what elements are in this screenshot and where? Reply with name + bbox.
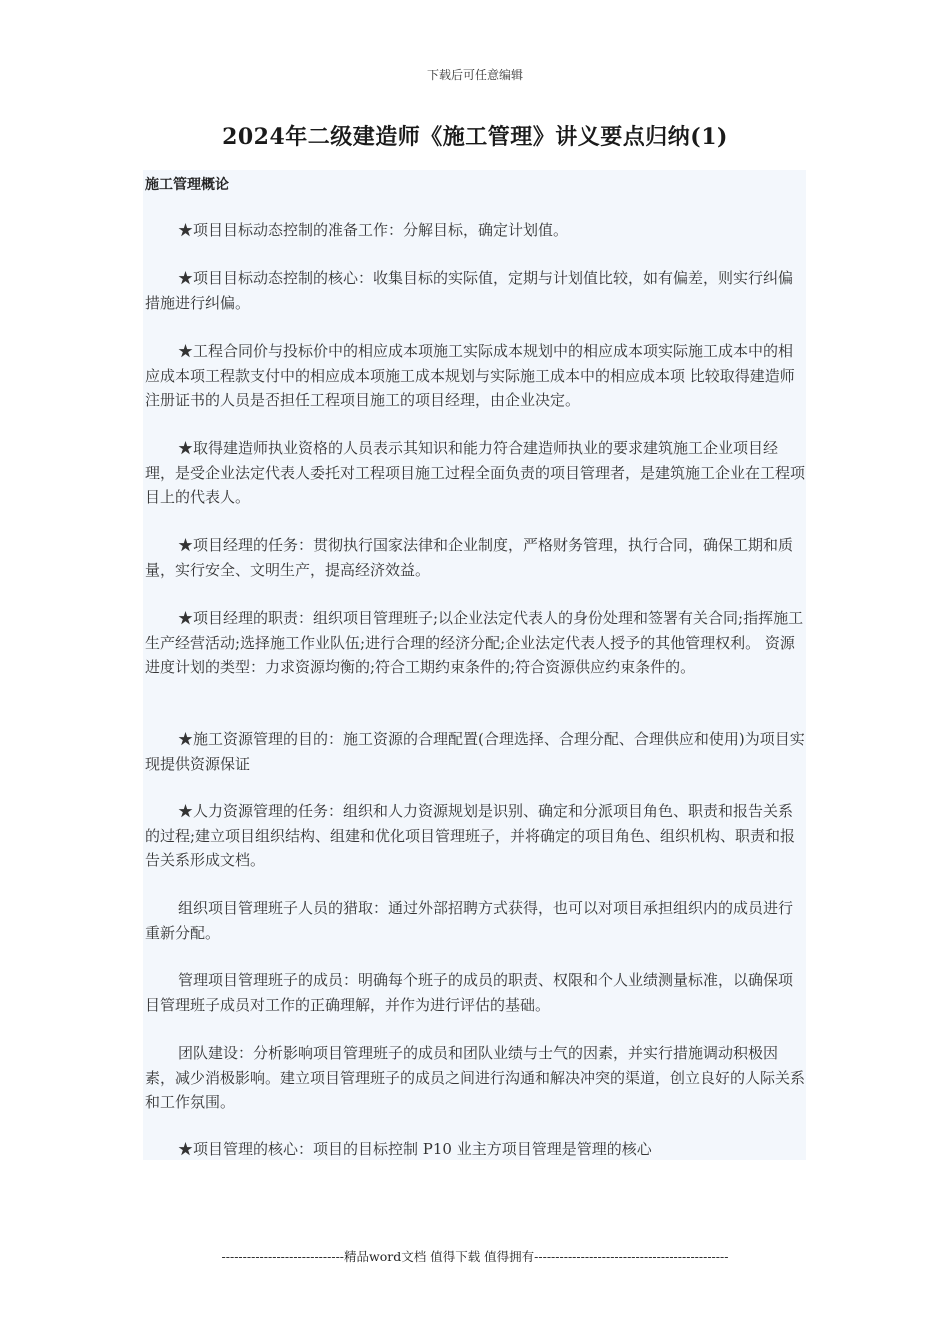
paragraph-4: ★取得建造师执业资格的人员表示其知识和能力符合建造师执业的要求建筑施工企业项目经理，是受企业法定代表人委托对工程项目施工过程全面负责的项目管理者，是建筑施工企业在工程项目上的代表人。	[145, 439, 806, 506]
paragraph-5: ★项目经理的任务：贯彻执行国家法律和企业制度，严格财务管理，执行合同，确保工期和质量，实行安全、文明生产，提高经济效益。	[145, 536, 794, 579]
paragraph-11: 团队建设：分析影响项目管理班子的成员和团队业绩与士气的因素，并实行措施调动积极因素，减少消极影响。建立项目管理班子的成员之间进行沟通和解决冲突的渠道，创立良好的人际关系和工作氛围。	[145, 1044, 806, 1111]
paragraph-2: ★项目目标动态控制的核心：收集目标的实际值，定期与计划值比较，如有偏差，则实行纠偏措施进行纠偏。	[145, 269, 794, 312]
paragraph-8: ★人力资源管理的任务：组织和人力资源规划是识别、确定和分派项目角色、职责和报告关系的过程;建立项目组织结构、组建和优化项目管理班子，并将确定的项目角色、组织机构、职责和报告关系形成文档。	[145, 802, 796, 869]
paragraph-1: ★项目目标动态控制的准备工作：分解目标，确定计划值。	[178, 221, 569, 239]
header-note: 下载后可任意编辑	[426, 68, 523, 82]
footer-line: -----------------------------精品word文档 值得下载 值得拥有----------------------------------------------	[221, 1249, 729, 1264]
section-heading: 施工管理概论	[145, 177, 229, 193]
paragraph-6: ★项目经理的职责：组织项目管理班子;以企业法定代表人的身份处理和签署有关合同;指挥施工生产经营活动;选择施工作业队伍;进行合理的经济分配;企业法定代表人授予的其他管理权利。 资源进度计划的类型：力求资源均衡的;符合工期约束条件的;符合资源供应约束条件的。	[145, 609, 804, 676]
paragraph-7: ★施工资源管理的目的：施工资源的合理配置(合理选择、合理分配、合理供应和使用)为项目实现提供资源保证	[145, 730, 805, 773]
document-title: 2024年二级建造师《施工管理》讲义要点归纳(1)	[222, 124, 728, 150]
paragraph-12: ★项目管理的核心：项目的目标控制 P10 业主方项目管理是管理的核心	[178, 1140, 652, 1158]
paragraph-9: 组织项目管理班子人员的猎取：通过外部招聘方式获得，也可以对项目承担组织内的成员进行重新分配。	[145, 899, 794, 942]
paragraph-3: ★工程合同价与投标价中的相应成本项施工实际成本规划中的相应成本项实际施工成本中的相应成本项工程款支付中的相应成本项施工成本规划与实际施工成本中的相应成本项 比较取得建造师注册证书的人员是否担任工程项目施工的项目经理，由企业决定。	[145, 342, 795, 409]
paragraph-10: 管理项目管理班子的成员：明确每个班子的成员的职责、权限和个人业绩测量标准，以确保项目管理班子成员对工作的正确理解，并作为进行评估的基础。	[145, 971, 794, 1014]
